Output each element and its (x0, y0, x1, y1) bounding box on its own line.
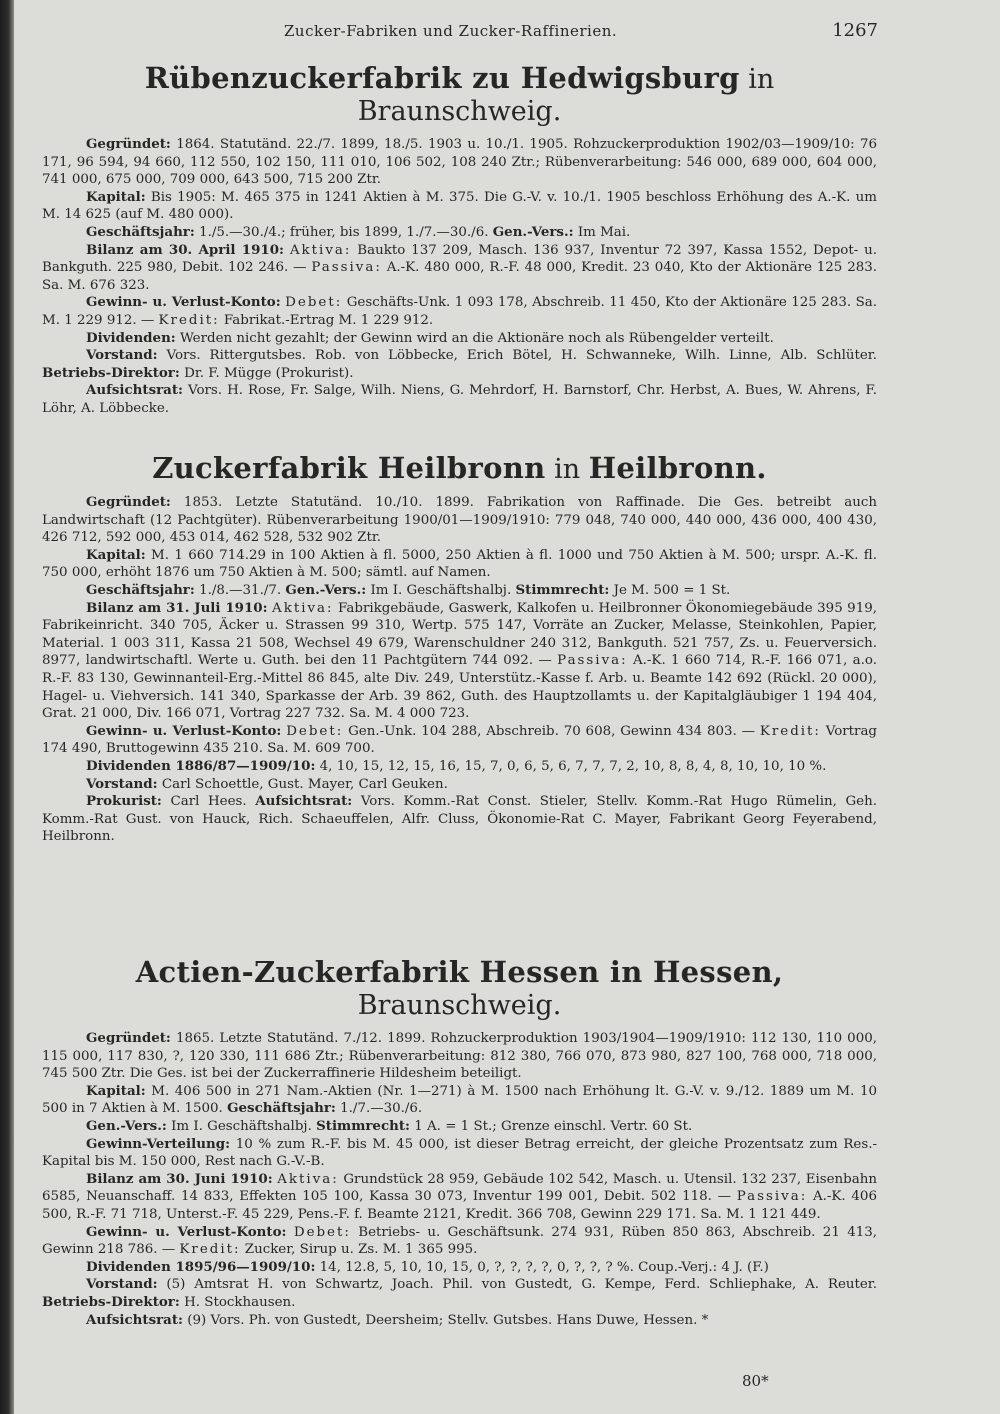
entry-profit-distribution (42, 1136, 877, 1171)
entry-label: Bilanz am 30. Juni 1910: (86, 1170, 273, 1187)
entry-board (42, 1276, 877, 1311)
company-location: Braunschweig. (357, 990, 562, 1021)
entry-text: Je M. 500 = 1 St. (613, 582, 731, 598)
entry-label: Dividenden 1895/96—1909/10: (86, 1258, 316, 1275)
entry-text: Gen.-Unk. 104 288, Abschreib. 70 608, Gewinn 434 803. — (348, 723, 756, 739)
entry-dividends (42, 1259, 877, 1277)
entry-label: Gen.-Vers.: (492, 223, 574, 240)
entry-text: Bis 1905: M. 465 375 in 1241 Aktien à M. 375. Die G.-V. v. 10./1. 1905 beschloss Erhöhung des A.-K. um M. 14 625 (auf M. 480 000). (42, 189, 877, 223)
entry-label: Gewinn- u. Verlust-Konto: (86, 1223, 287, 1240)
section-title (42, 452, 877, 486)
entry-label: Kapital: (86, 188, 146, 205)
section-hessen (42, 956, 877, 1329)
entry-board (42, 347, 877, 382)
entry-supervisory-board (42, 382, 877, 417)
entry-label: Vorstand: (86, 1276, 158, 1293)
entry-text: Baukto 137 209, Masch. 136 937, Inventur 72 397, Kassa 1552, Depot- u. Bankguth. 225 980, Debit. 102 246. — (42, 242, 877, 276)
entry-dividends (42, 330, 877, 348)
entry-founded (42, 494, 877, 547)
entry-label: Vorstand: (86, 775, 158, 792)
entry-capital (42, 547, 877, 582)
entry-text: (9) Vors. Ph. von Gustedt, Deersheim; Stellv. Gutsbes. Hans Duwe, Hessen. * (187, 1312, 709, 1328)
company-location-prep: in (554, 454, 581, 485)
entry-text: 1864. Statutänd. 22./7. 1899, 18./5. 1903 u. 10./1. 1905. Rohzuckerproduktion 1902/03—1909/10: 76 171, 96 594, 94 660, 112 550, 102 150, 111 010, 106 502, 108 240 Ztr.; Rübenverarbeitung: 546 000, 689 000, 604 000, 741 000, 675 000, 709 000, 643 500, 715 200 Ztr. (42, 137, 877, 188)
entry-capital (42, 1083, 877, 1118)
entry-text: Carl Hees. (170, 794, 247, 810)
entry-dividends (42, 758, 877, 776)
entry-text: Kredit: (179, 1242, 241, 1258)
entry-text: (5) Amtsrat H. von Schwartz, Joach. Phil. von Gustedt, G. Kempe, Ferd. Schliephake, A. Reuter. (166, 1277, 877, 1293)
entry-balance-sheet (42, 600, 877, 723)
signature-mark: 80* (742, 1372, 769, 1390)
entry-text: 1853. Letzte Statutänd. 10./10. 1899. Fabrikation von Raffinade. Die Ges. betreibt auch Landwirtschaft (12 Pachtgüter). Rübenverarbeitung 1900/01—1909/1910: 779 048, 740 000, 440 000, 436 000, 400 430, 426 712, 592 000, 453 014, 462 528, 532 902 Ztr. (42, 495, 877, 546)
entry-label: Kapital: (86, 1082, 146, 1099)
entry-text: Grundstück 28 959, Gebäude 102 542, Masch. u. Utensil. 132 237, Eisenbahn 6585, Neuanschaff. 14 833, Effekten 105 100, Kassa 30 073, Inventur 199 001, Debit. 502 118. — (42, 1171, 877, 1205)
entry-text: Passiva: (557, 653, 628, 669)
entry-label: Aufsichtsrat: (86, 382, 183, 399)
entry-label: Gewinn- u. Verlust-Konto: (86, 294, 281, 311)
entry-label: Bilanz am 31. Juli 1910: (86, 599, 268, 616)
entry-balance-sheet (42, 242, 877, 295)
entry-founded (42, 1030, 877, 1083)
entry-text: Debet: (293, 1224, 351, 1240)
company-name: Rübenzuckerfabrik zu Hedwigsburg (144, 61, 740, 95)
entry-text: A.-K. 1 660 714, R.-F. 166 071, a.o. R.-F. 83 130, Gewinnanteil-Erg.-Mittel 86 845, alte Div. 249, Unterstütz.-Kasse f. Arb. u. Beamte 142 692 (Rückl. 20 000), Hagel- u. Viehversich. 141 340, Sparkasse der Arb. 39 862, Guth. des Hauptzollamts u. der Kapitalgläubiger 1 194 404, Grat. 21 000, Div. 166 071, Vortrag 227 732. Sa. M. 4 000 723. (42, 653, 877, 722)
entry-text: Betriebs- u. Geschäftsunk. 274 931, Rüben 850 863, Abschreib. 21 413, Gewinn 218 786. — (42, 1224, 878, 1258)
book-spine-shadow (0, 0, 14, 1414)
entry-founded (42, 136, 877, 189)
entry-label: Stimmrecht: (515, 581, 610, 598)
entry-fiscal-year (42, 582, 877, 600)
entry-text: Passiva: (736, 1189, 808, 1205)
entry-text: A.-K. 480 000, R.-F. 48 000, Kredit. 23 040, Kto der Aktionäre 125 283. Sa. M. 676 323. (42, 260, 878, 293)
entry-label: Prokurist: (86, 793, 162, 810)
entry-text: Vortrag 174 490, Bruttogewinn 435 210. Sa. M. 609 700. (42, 723, 878, 757)
section-heilbronn (42, 452, 877, 846)
entry-label: Geschäftsjahr: (227, 1100, 336, 1117)
running-head: Zucker-Fabriken und Zucker-Raffinerien. (284, 22, 618, 40)
entry-text: 4, 10, 15, 12, 15, 16, 15, 7, 0, 6, 5, 6, 7, 7, 7, 2, 10, 8, 8, 4, 8, 10, 10, 10 %. (319, 758, 827, 774)
entry-general-meeting (42, 1118, 877, 1136)
entry-text: Aktiva: (277, 1171, 339, 1187)
entry-text: Im I. Geschäftshalbj. (171, 1118, 312, 1134)
entry-text: Carl Schoettle, Gust. Mayer, Carl Geuken. (161, 776, 448, 792)
entry-text: Dr. F. Mügge (Prokurist). (184, 365, 354, 381)
entry-text: Vors. H. Rose, Fr. Salge, Wilh. Niens, G. Mehrdorf, H. Barnstorf, Chr. Herbst, A. Bues, W. Ahrens, F. Löhr, A. Löbbecke. (42, 383, 878, 416)
entry-text: Kredit: (759, 723, 821, 739)
section-title (42, 956, 877, 1022)
entry-label: Aufsichtsrat: (86, 1311, 183, 1328)
entry-fiscal-year (42, 224, 877, 242)
entry-label: Geschäftsjahr: (86, 581, 195, 598)
entry-profit-loss (42, 723, 877, 758)
company-name: Zuckerfabrik Heilbronn (152, 451, 546, 485)
entry-text: 14, 12.8, 5, 10, 10, 15, 0, ?, ?, ?, ?, 0, ?, ?, ? %. Coup.-Verj.: 4 J. (F.) (319, 1259, 769, 1275)
entry-text: Zucker, Sirup u. Zs. M. 1 365 995. (244, 1242, 478, 1258)
entry-label: Betriebs-Direktor: (42, 364, 180, 381)
entry-label: Bilanz am 30. April 1910: (86, 241, 284, 258)
entry-text: Kredit: (158, 312, 220, 328)
company-name: Actien-Zuckerfabrik Hessen in Hessen, (135, 955, 784, 989)
company-location: in Braunschweig. (357, 64, 775, 127)
entry-text: 1 A. = 1 St.; Grenze einschl. Vertr. 60 St. (414, 1118, 693, 1134)
entry-text: Geschäfts-Unk. 1 093 178, Abschreib. 11 450, Kto der Aktionäre 125 283. Sa. M. 1 229 912. — (42, 295, 877, 328)
entry-text: Passiva: (311, 260, 382, 276)
entry-text: Fabrikat.-Ertrag M. 1 229 912. (223, 312, 434, 328)
entry-balance-sheet (42, 1171, 877, 1224)
entry-text: 1./5.—30./4.; früher, bis 1899, 1./7.—30./6. (199, 224, 489, 240)
entry-text: Fabrikgebäude, Gaswerk, Kalkofen u. Heilbronner Ökonomiegebäude 395 919, Fabrikeinricht. 340 705, Äcker u. Strassen 99 310, Wertp. 575 147, Vorräte an Zucker, Melasse, Steinkohlen, Papier, Material. 1 003 311, Kassa 21 508, Wechsel 49 679, Warenschuldner 240 312, Bankguth. 521 757, Zs. u. Feuerversich. 8977, landwirtschaftl. Werte u. Guth. bei den 11 Pachtgütern 744 092. — (42, 600, 877, 669)
entry-text: Aktiva: (289, 242, 352, 258)
entry-text: 10 % zum R.-F. bis M. 45 000, ist dieser Betrag erreicht, der gleiche Prozentsatz zum Res.-Kapital bis M. 150 000, Rest nach G.-V.-B. (42, 1136, 877, 1170)
entry-board (42, 776, 877, 794)
entry-text: A.-K. 406 500, R.-F. 71 718, Unterst.-F. 45 229, Pens.-F. f. Beamte 2121, Kredit. 366 708, Gewinn 229 171. Sa. M. 1 121 449. (42, 1189, 877, 1222)
entry-capital (42, 189, 877, 224)
entry-text: 1./7.—30./6. (340, 1101, 423, 1117)
entry-text: Werden nicht gezahlt; der Gewinn wird an die Aktionäre noch als Rübengelder verteilt. (180, 330, 774, 346)
entry-profit-loss (42, 1224, 877, 1259)
entry-label: Gegründet: (86, 494, 171, 510)
entry-supervisory-board (42, 1312, 877, 1330)
entry-text: Vors. Rittergutsbes. Rob. von Löbbecke, Erich Bötel, H. Schwanneke, Wilh. Linne, Alb. Schlüter. (166, 348, 877, 364)
entry-label: Gegründet: (86, 1030, 171, 1046)
entry-label: Betriebs-Direktor: (42, 1293, 180, 1310)
entry-text: 1./8.—31./7. (199, 582, 282, 598)
entry-label: Gen.-Vers.: (86, 1117, 167, 1134)
entry-label: Gen.-Vers.: (285, 581, 367, 598)
entry-label: Gewinn- u. Verlust-Konto: (86, 722, 282, 739)
section-title (42, 62, 877, 128)
page-number: 1267 (832, 20, 878, 41)
entry-text: Aktiva: (272, 600, 334, 616)
entry-text: M. 406 500 in 271 Nam.-Aktien (Nr. 1—271) à M. 1500 nach Erhöhung lt. G.-V. v. 9./12. 1889 um M. 10 500 in 7 Aktien à M. 1500. (42, 1083, 877, 1117)
entry-text: M. 1 660 714.29 in 100 Aktien à fl. 5000, 250 Aktien à fl. 1000 und 750 Aktien à M. 500; urspr. A.-K. fl. 750 000, erhöht 1876 um 750 Aktien à M. 500; sämtl. auf Namen. (42, 547, 877, 581)
entry-text: Debet: (285, 295, 343, 311)
entry-label: Kapital: (86, 546, 146, 563)
entry-label: Gegründet: (86, 136, 171, 152)
entry-supervisory-board (42, 793, 877, 846)
entry-profit-loss (42, 294, 877, 329)
entry-label: Gewinn-Verteilung: (86, 1135, 231, 1152)
entry-label: Dividenden: (86, 329, 176, 346)
entry-text: 1865. Letzte Statutänd. 7./12. 1899. Rohzuckerproduktion 1903/1904—1909/1910: 112 130, 110 000, 115 000, 117 830, ?, 120 330, 111 686 Ztr.; Rübenverarbeitung: 812 380, 766 070, 873 980, 827 100, 768 000, 718 000, 745 500 Ztr. Die Ges. ist bei der Zuckerraffinerie Hildesheim beteiligt. (42, 1031, 877, 1082)
entry-label: Aufsichtsrat: (255, 793, 353, 810)
entry-text: Debet: (286, 723, 344, 739)
entry-text: Im Mai. (577, 224, 631, 240)
section-hedwigsburg (42, 62, 877, 418)
entry-label: Dividenden 1886/87—1909/10: (86, 757, 316, 774)
entry-text: Im I. Geschäftshalbj. (370, 582, 512, 598)
entry-text: H. Stockhausen. (184, 1294, 296, 1310)
company-location: Heilbronn. (588, 451, 767, 485)
entry-label: Stimmrecht: (316, 1117, 410, 1134)
entry-label: Vorstand: (86, 347, 158, 364)
entry-label: Geschäftsjahr: (86, 223, 195, 240)
entry-text: Vors. Komm.-Rat Const. Stieler, Stellv. Komm.-Rat Hugo Rümelin, Geh. Komm.-Rat Gust. von Hauck, Rich. Schaeuffelen, Alfr. Cluss, Ökonomie-Rat C. Mayer, Fabrikant Georg Feyerabend, Heilbronn. (42, 794, 877, 845)
